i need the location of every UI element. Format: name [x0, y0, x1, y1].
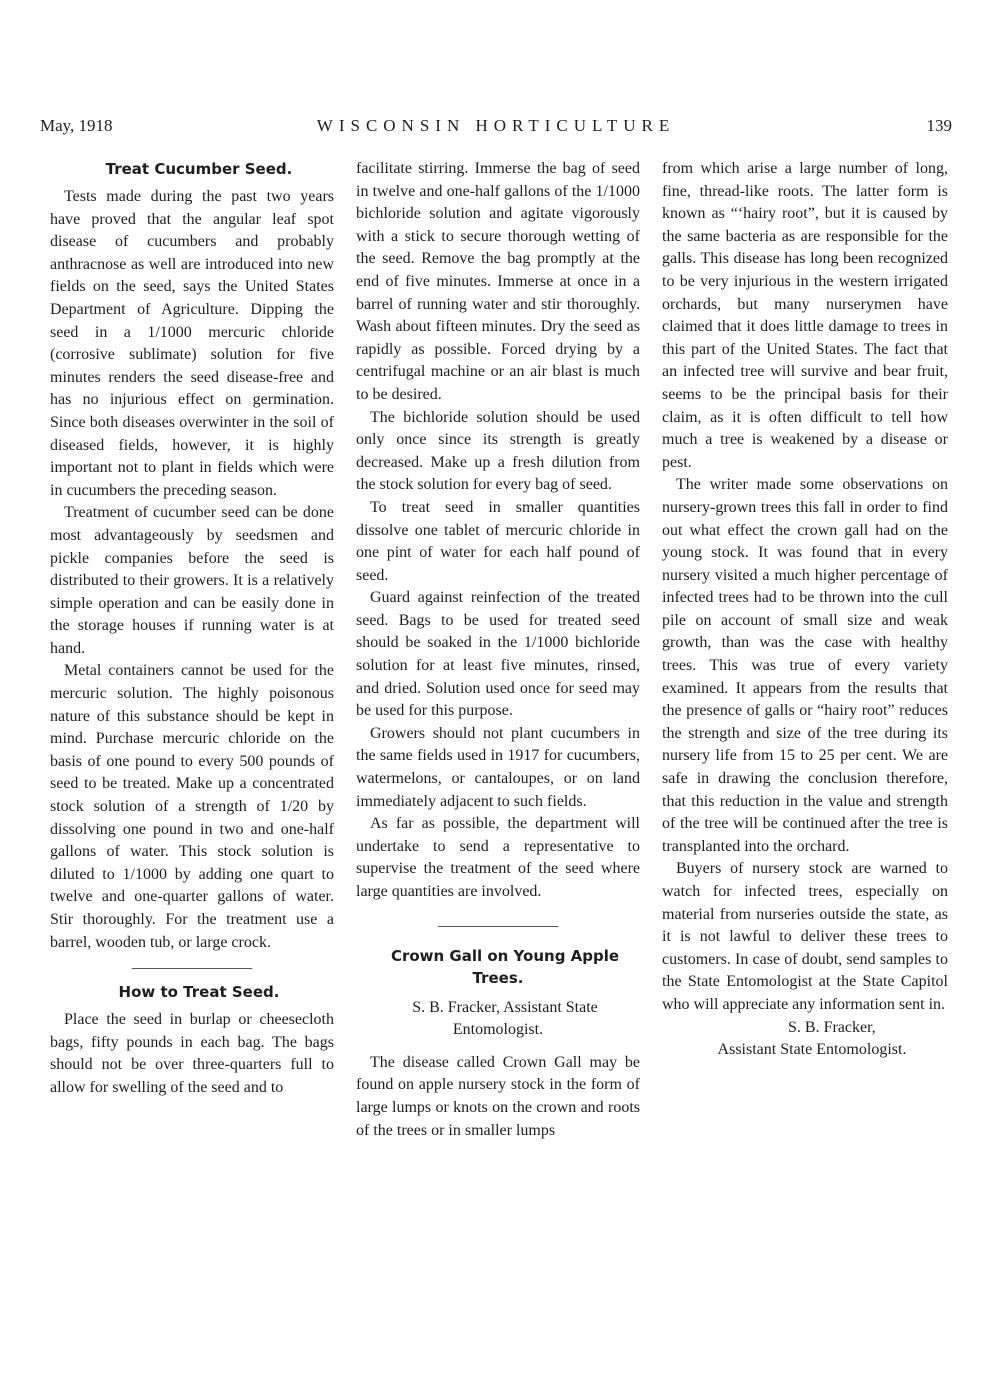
paragraph: The writer made some observations on nursery-grown trees this fall in order to find out what effect the crown gall had on the young stock. It was found that in every nursery visited a much higher percentage of infected trees had to be thrown into the cull pile on account of small size and weak growth, than was the case with healthy trees. This was true of every variety examined. It appears from the results that the presence of galls or “hairy root” reduces the strength and size of the tree during its nursery life from 15 to 25 per cent. We are safe in drawing the conclusion therefore, that this reduction in the value and strength of the tree will be continued after the tree is transplanted into the orchard. [662, 476, 948, 855]
paragraph: Buyers of nursery stock are warned to watch for infected trees, especially on material from nurseries outside the state, as it is not lawful to deliver these trees to customers. In case of doubt, send samples to the State Entomologist at the State Capitol who will appreciate any information sent in. [662, 860, 948, 1013]
paragraph: Place the seed in burlap or cheesecloth bags, fifty pounds in each bag. The bags should not be over three-quarters full to allow for swelling of the seed and to [50, 1011, 334, 1096]
signature-name: S. B. Fracker, [788, 1018, 876, 1036]
section-divider [132, 968, 252, 969]
column-1 [50, 158, 334, 1100]
journal-title: WISCONSIN HORTICULTURE [316, 116, 676, 135]
paragraph: The bichloride solution should be used only once since its strength is greatly decreased. Make up a fresh dilution from the stock solution for every bag of seed. [356, 408, 640, 494]
paragraph: Guard against reinfection of the treated seed. Bags to be used for treated seed should be soaked in the 1/1000 bichloride solution for at least five minutes, rinsed, and dried. Solution used once for seed may be used for this purpose. [356, 589, 640, 720]
section-divider [438, 926, 558, 927]
paragraph: Tests made during the past two years have proved that the angular leaf spot disease of cucumbers and probably anthracnose as well are introduced into new fields on the seed, says the United States Department of Agriculture. Dipping the seed in a 1/1000 mercuric chloride (corrosive sublimate) solution for five minutes renders the seed disease-free and has no injurious effect on germination. Since both diseases overwinter in the soil of diseased fields, however, it is highly important not to plant in fields which were in cucumbers the preceding season. [50, 188, 334, 499]
article-heading-crown-gall: Crown Gall on Young Apple Trees. [390, 946, 620, 987]
column-2 [356, 158, 640, 1142]
paragraph: Treatment of cucumber seed can be done most advantageously by seedsmen and pickle companies before the seed is distributed to their growers. It is a relatively simple operation and can be easily done in the storage houses if running water is at hand. [50, 504, 334, 657]
paragraph: As far as possible, the department will undertake to send a representative to supervise the treatment of the seed where large quantities are involved. [356, 815, 640, 900]
article-heading-treat-cucumber-seed: Treat Cucumber Seed. [105, 160, 293, 178]
page-header [40, 116, 952, 140]
subheading-how-to-treat-seed: How to Treat Seed. [118, 983, 280, 1002]
paragraph: facilitate stirring. Immerse the bag of seed in twelve and one-half gallons of the 1/1000 bichloride solution and agitate vigorously with a stick to secure thorough wetting of the seed. Remove the bag promptly at the end of five minutes. Immerse at once in a barrel of running water and stir thoroughly. Wash about fifteen minutes. Dry the seed as rapidly as possible. Forced drying by a centrifugal machine or an air blast is much to be desired. [356, 160, 640, 403]
issue-date: May, 1918 [40, 116, 113, 135]
signature-title: Assistant State Entomologist. [717, 1041, 907, 1059]
paragraph: The disease called Crown Gall may be found on apple nursery stock in the form of large lumps or knots on the crown and roots of the trees or in smaller lumps [356, 1053, 640, 1139]
page-number: 139 [926, 116, 952, 135]
paragraph: from which arise a large number of long, fine, thread-like roots. The latter form is known as “‘hairy root”, but it is caused by the same bacteria as are responsible for the galls. This disease has long been recognized to be very injurious in the western irrigated orchards, but many nurserymen have claimed that it does little damage to trees in this part of the United States. The fact that an infected tree will survive and bear fruit, seems to be the principal basis for their claim, as it is often difficult to tell how much a tree is weakened by a disease or pest. [662, 160, 948, 471]
paragraph: To treat seed in smaller quantities dissolve one tablet of mercuric chloride in one pint of water for each half pound of seed. [356, 498, 640, 584]
column-3 [662, 158, 948, 1062]
paragraph: Growers should not plant cucumbers in the same fields used in 1917 for cucumbers, watermelons, or cantaloupes, or on land immediately adjacent to such fields. [356, 724, 640, 810]
author-byline: S. B. Fracker, Assistant State Entomologist. [412, 998, 598, 1039]
paragraph: Metal containers cannot be used for the mercuric solution. The highly poisonous nature of this substance should be kept in mind. Purchase mercuric chloride on the basis of one pound to every 500 pounds of seed to be treated. Make up a concentrated stock solution of a strength of 1/20 by dissolving one pound in two and one-half gallons of water. This stock solution is diluted to 1/1000 by adding one quart to twelve and one-quarter gallons of water. Stir thoroughly. For the treatment use a barrel, wooden tub, or large crock. [50, 662, 334, 951]
